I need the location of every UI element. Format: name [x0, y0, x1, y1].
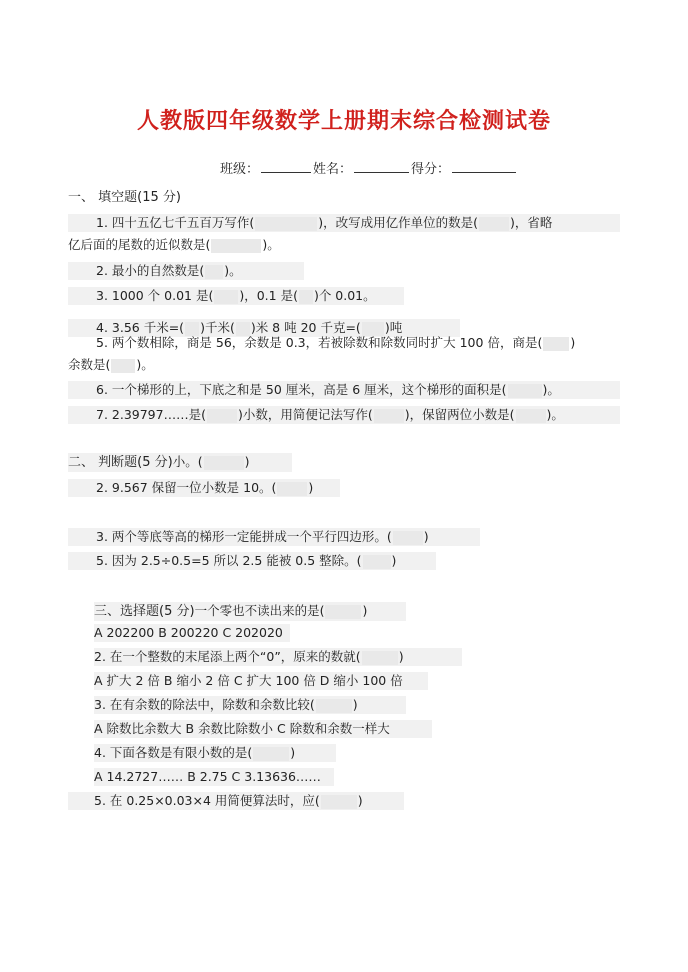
question-text: ) — [244, 454, 250, 469]
question-text: )。 — [546, 407, 564, 422]
question-text: 3. 在有余数的除法中，除数和余数比较( — [94, 697, 315, 712]
answer-blank[interactable] — [277, 482, 307, 496]
question-text: )，省略 — [510, 215, 553, 230]
question-judge-2 — [68, 479, 340, 497]
question-choice-3 — [94, 696, 406, 714]
question-fill-1-cont — [68, 236, 280, 254]
question-text: ) — [308, 480, 314, 495]
answer-blank[interactable] — [543, 337, 569, 351]
answer-blank[interactable] — [393, 531, 423, 545]
answer-blank[interactable] — [374, 409, 404, 423]
question-text: ) — [398, 649, 404, 664]
name-blank[interactable] — [354, 160, 409, 173]
question-text: )千米( — [200, 320, 235, 335]
question-text: )，0.1 是( — [239, 288, 298, 303]
question-fill-5 — [68, 334, 575, 352]
answer-blank[interactable] — [299, 290, 313, 304]
question-choice-4 — [94, 744, 336, 762]
question-text: 2. 9.567 保留一位小数是 10。( — [96, 480, 277, 495]
question-judge-3 — [68, 528, 480, 546]
section-choice-heading: 三、选择题(5 分) — [94, 604, 195, 619]
question-text: ) — [352, 697, 358, 712]
question-text: )。 — [262, 237, 280, 252]
question-text: 6. 一个梯形的上，下底之和是 50 厘米，高是 6 厘米，这个梯形的面积是( — [96, 382, 507, 397]
question-text: 4. 下面各数是有限小数的是( — [94, 745, 253, 760]
question-text: )吨 — [384, 320, 403, 335]
answer-blank[interactable] — [321, 795, 357, 809]
section-judge-heading: 二、 判断题(5 分) — [68, 455, 173, 470]
question-text: 5. 因为 2.5÷0.5=5 所以 2.5 能被 0.5 整除。( — [96, 553, 362, 568]
score-blank[interactable] — [452, 160, 516, 173]
question-judge-1 — [68, 453, 292, 472]
question-text: 小。( — [172, 454, 203, 469]
question-fill-7 — [68, 406, 620, 424]
question-text: 5. 在 0.25×0.03×4 用简便算法时，应( — [94, 793, 320, 808]
question-choice-3-options: A 除数比余数大 B 余数比除数小 C 除数和余数一样大 — [94, 720, 432, 738]
question-text: 2. 最小的自然数是( — [96, 263, 205, 278]
section-fill-heading: 一、 填空题(15 分) — [68, 190, 181, 205]
question-text: ) — [362, 603, 368, 618]
question-text: ) — [423, 529, 429, 544]
answer-blank[interactable] — [325, 605, 361, 619]
question-choice-2-options: A 扩大 2 倍 B 缩小 2 倍 C 扩大 100 倍 D 缩小 100 倍 — [94, 672, 428, 690]
question-fill-1 — [68, 214, 620, 232]
answer-blank[interactable] — [362, 651, 398, 665]
score-label: 得分： — [411, 162, 451, 177]
question-text: )。 — [542, 382, 560, 397]
question-text: 余数是( — [68, 357, 111, 372]
question-choice-1-options: A 202200 B 200220 C 202020 — [94, 624, 290, 642]
name-label: 姓名： — [313, 162, 353, 177]
class-label: 班级： — [220, 162, 260, 177]
question-text: ) — [570, 335, 576, 350]
answer-blank[interactable] — [255, 217, 317, 231]
question-fill-2 — [68, 262, 304, 280]
question-text: 一个零也不读出来的是( — [194, 603, 325, 618]
question-judge-5 — [68, 552, 436, 570]
question-fill-6 — [68, 381, 620, 399]
answer-blank[interactable] — [111, 359, 135, 373]
question-text: 7. 2.39797……是( — [96, 407, 206, 422]
question-fill-3 — [68, 287, 404, 305]
answer-blank[interactable] — [508, 384, 542, 398]
question-text: ) — [357, 793, 363, 808]
answer-blank[interactable] — [207, 409, 237, 423]
page-title: 人教版四年级数学上册期末综合检测试卷 — [136, 108, 551, 134]
answer-blank[interactable] — [363, 555, 391, 569]
answer-blank[interactable] — [479, 217, 509, 231]
question-fill-5-cont — [68, 356, 154, 374]
answer-blank[interactable] — [211, 239, 261, 253]
question-text: )。 — [136, 357, 154, 372]
question-text: 4. 3.56 千米=( — [96, 320, 185, 335]
question-text: 1. 四十五亿七千五百万写作( — [96, 215, 255, 230]
question-text: )小数，用简便记法写作( — [237, 407, 373, 422]
student-info-row — [220, 158, 518, 177]
question-text: 2. 在一个整数的末尾添上两个“0”，原来的数就( — [94, 649, 361, 664]
question-text: 5. 两个数相除，商是 56，余数是 0.3，若被除数和除数同时扩大 100 倍，商是( — [96, 335, 543, 350]
answer-blank[interactable] — [516, 409, 546, 423]
question-text: 亿后面的尾数的近似数是( — [68, 237, 211, 252]
answer-blank[interactable] — [253, 747, 289, 761]
question-choice-5 — [68, 792, 404, 810]
answer-blank[interactable] — [205, 265, 223, 279]
question-text: 3. 1000 个 0.01 是( — [96, 288, 214, 303]
answer-blank[interactable] — [214, 290, 238, 304]
answer-blank[interactable] — [204, 456, 244, 470]
question-text: )米 8 吨 20 千克=( — [250, 320, 361, 335]
question-text: )，改写成用亿作单位的数是( — [318, 215, 479, 230]
answer-blank[interactable] — [316, 699, 352, 713]
question-text: 3. 两个等底等高的梯形一定能拼成一个平行四边形。( — [96, 529, 392, 544]
question-text: ) — [290, 745, 296, 760]
question-choice-1 — [94, 602, 406, 621]
question-text: ) — [391, 553, 397, 568]
question-choice-4-options: A 14.2727…… B 2.75 C 3.13636…… — [94, 768, 334, 786]
question-text: )，保留两位小数是( — [404, 407, 515, 422]
question-choice-2 — [94, 648, 462, 666]
class-blank[interactable] — [261, 160, 311, 173]
question-text: )。 — [224, 263, 242, 278]
question-text: )个 0.01。 — [313, 288, 376, 303]
